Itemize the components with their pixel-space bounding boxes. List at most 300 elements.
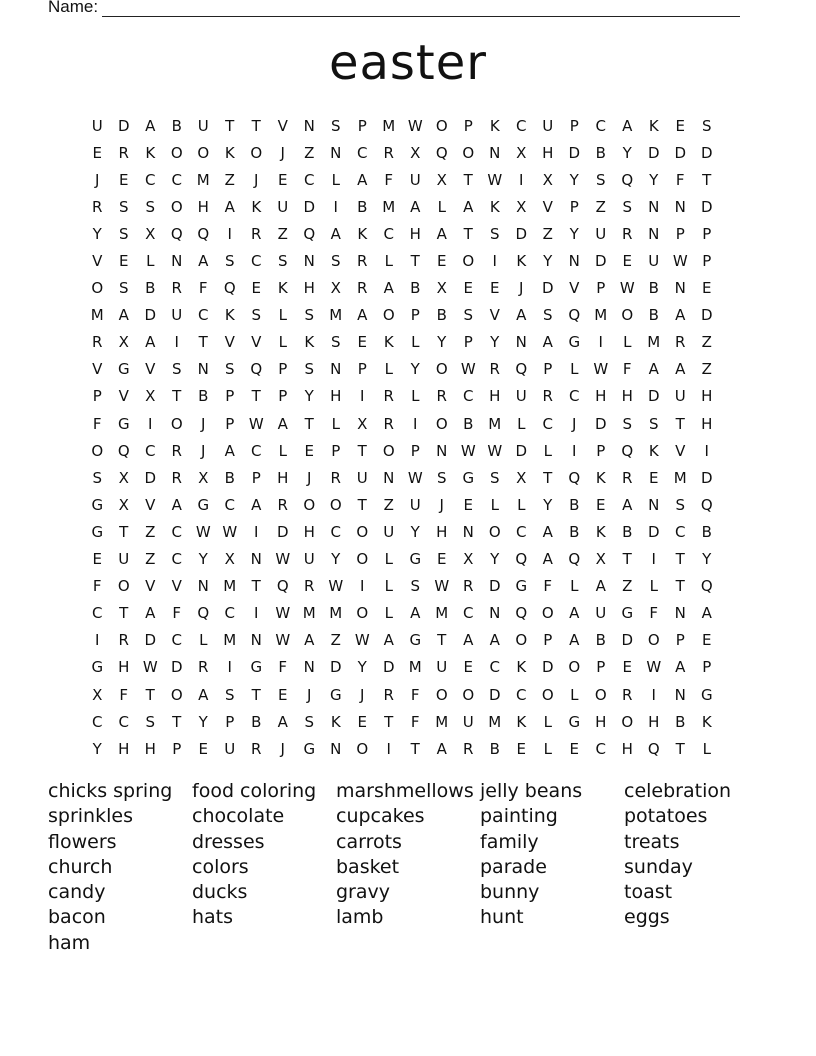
grid-letter: W <box>275 604 291 623</box>
grid-letter: P <box>225 712 235 731</box>
grid-letter: R <box>463 739 474 758</box>
grid-letter: G <box>91 495 104 514</box>
word-list-item: sunday <box>624 855 693 878</box>
grid-letter: Q <box>515 360 528 379</box>
grid-letter: F <box>172 604 182 623</box>
grid-letter: O <box>170 685 183 704</box>
grid-letter: H <box>330 387 342 406</box>
grid-letter: M <box>647 333 661 352</box>
grid-letter: A <box>357 170 368 189</box>
grid-letter: M <box>223 577 237 596</box>
grid-letter: Z <box>145 550 156 569</box>
grid-letter: Z <box>701 333 712 352</box>
grid-letter: P <box>357 116 367 135</box>
word-list-item: dresses <box>192 830 265 853</box>
grid-letter: M <box>90 306 104 325</box>
grid-letter: G <box>117 414 130 433</box>
grid-letter: F <box>278 658 288 677</box>
grid-letter: A <box>410 604 421 623</box>
grid-letter: E <box>622 658 632 677</box>
grid-letter: Y <box>569 224 579 243</box>
grid-letter: C <box>383 224 394 243</box>
grid-letter: L <box>570 685 579 704</box>
grid-letter: A <box>251 495 262 514</box>
grid-letter: W <box>619 279 635 298</box>
grid-letter: L <box>437 197 446 216</box>
grid-letter: W <box>407 468 423 487</box>
grid-letter: L <box>411 333 420 352</box>
grid-letter: N <box>197 577 209 596</box>
grid-letter: H <box>701 387 713 406</box>
grid-letter: R <box>357 279 368 298</box>
grid-letter: Y <box>702 550 712 569</box>
grid-letter: C <box>224 604 235 623</box>
grid-letter: M <box>488 414 502 433</box>
grid-letter: Q <box>647 739 660 758</box>
grid-letter: E <box>437 550 447 569</box>
grid-letter: D <box>647 522 660 541</box>
word-list-item: ducks <box>192 881 248 904</box>
grid-letter: O <box>462 252 475 271</box>
grid-letter: C <box>251 252 262 271</box>
grid-letter: L <box>543 712 552 731</box>
grid-letter: B <box>145 279 156 298</box>
grid-letter: B <box>701 522 712 541</box>
grid-letter: U <box>648 252 660 271</box>
word-list-item: ham <box>48 931 91 954</box>
grid-letter: X <box>516 197 527 216</box>
grid-letter: S <box>224 360 235 379</box>
grid-letter: P <box>675 631 685 650</box>
grid-letter: O <box>541 685 554 704</box>
grid-letter: O <box>515 631 528 650</box>
grid-letter: K <box>277 279 288 298</box>
grid-letter: I <box>148 414 153 433</box>
grid-letter: A <box>145 333 156 352</box>
grid-letter: N <box>171 252 183 271</box>
grid-letter: Z <box>277 224 288 243</box>
grid-letter: O <box>356 739 369 758</box>
grid-letter: P <box>702 252 712 271</box>
grid-letter: H <box>489 387 501 406</box>
grid-letter: C <box>171 522 182 541</box>
grid-letter: W <box>275 550 291 569</box>
grid-letter: B <box>489 739 500 758</box>
grid-letter: X <box>463 550 474 569</box>
grid-letter: L <box>199 631 208 650</box>
grid-letter: E <box>357 712 367 731</box>
grid-letter: F <box>622 360 632 379</box>
grid-letter: G <box>117 360 130 379</box>
grid-letter: F <box>410 685 420 704</box>
grid-letter: I <box>174 333 179 352</box>
grid-letter: A <box>145 116 156 135</box>
grid-letter: L <box>146 252 155 271</box>
grid-letter: X <box>516 143 527 162</box>
grid-letter: C <box>92 604 103 623</box>
grid-letter: B <box>224 468 235 487</box>
grid-letter: O <box>594 685 607 704</box>
grid-letter: D <box>541 658 554 677</box>
grid-letter: Q <box>568 306 581 325</box>
grid-letter: A <box>383 279 394 298</box>
grid-letter: X <box>198 468 209 487</box>
grid-letter: T <box>463 170 473 189</box>
grid-letter: C <box>542 414 553 433</box>
grid-letter: X <box>118 333 129 352</box>
grid-letter: I <box>227 658 232 677</box>
grid-letter: C <box>516 522 527 541</box>
grid-letter: L <box>384 604 393 623</box>
grid-letter: L <box>411 387 420 406</box>
grid-letter: X <box>92 685 103 704</box>
grid-letter: W <box>222 522 238 541</box>
grid-letter: M <box>196 170 210 189</box>
page-title: easter <box>328 35 488 91</box>
grid-letter: R <box>171 279 182 298</box>
word-list-item: candy <box>48 881 106 904</box>
grid-letter: U <box>118 550 130 569</box>
grid-letter: X <box>357 414 368 433</box>
grid-letter: A <box>542 333 553 352</box>
grid-letter: N <box>648 495 660 514</box>
grid-letter: R <box>92 333 103 352</box>
grid-letter: T <box>675 414 685 433</box>
grid-letter: S <box>118 197 129 216</box>
grid-letter: T <box>251 116 261 135</box>
grid-letter: F <box>410 712 420 731</box>
grid-letter: S <box>489 224 500 243</box>
grid-letter: O <box>541 604 554 623</box>
grid-letter: O <box>462 143 475 162</box>
grid-letter: Z <box>224 170 235 189</box>
grid-letter: X <box>516 468 527 487</box>
grid-letter: S <box>489 468 500 487</box>
grid-letter: S <box>436 468 447 487</box>
grid-letter: R <box>357 252 368 271</box>
name-underline[interactable] <box>102 0 740 17</box>
grid-letter: R <box>198 658 209 677</box>
grid-letter: K <box>383 333 394 352</box>
grid-letter: A <box>357 306 368 325</box>
grid-letter: R <box>118 631 129 650</box>
grid-letter: N <box>489 143 501 162</box>
grid-letter: P <box>410 441 420 460</box>
grid-letter: C <box>118 712 129 731</box>
grid-letter: E <box>119 170 129 189</box>
grid-letter: O <box>91 279 104 298</box>
grid-letter: A <box>542 522 553 541</box>
grid-letter: Y <box>410 360 420 379</box>
word-list-item: treats <box>624 830 680 853</box>
grid-letter: E <box>649 468 659 487</box>
grid-letter: U <box>595 224 607 243</box>
grid-letter: C <box>198 306 209 325</box>
grid-letter: A <box>277 414 288 433</box>
grid-letter: D <box>541 279 554 298</box>
grid-letter: A <box>622 495 633 514</box>
grid-letter: Z <box>145 522 156 541</box>
grid-letter: E <box>278 170 288 189</box>
grid-letter: S <box>463 306 474 325</box>
grid-letter: Y <box>543 495 553 514</box>
grid-letter: B <box>648 306 659 325</box>
grid-letter: O <box>356 522 369 541</box>
grid-letter: T <box>357 495 367 514</box>
grid-letter: N <box>515 333 527 352</box>
grid-letter: A <box>569 631 580 650</box>
grid-letter: D <box>594 252 607 271</box>
grid-letter: P <box>569 116 579 135</box>
grid-letter: J <box>307 468 312 487</box>
grid-letter: D <box>488 685 501 704</box>
grid-letter: C <box>171 170 182 189</box>
grid-letter: R <box>542 387 553 406</box>
grid-letter: I <box>519 170 524 189</box>
grid-letter: H <box>197 197 209 216</box>
grid-letter: M <box>435 712 449 731</box>
grid-letter: Y <box>622 143 632 162</box>
grid-letter: M <box>329 604 343 623</box>
grid-letter: U <box>409 495 421 514</box>
grid-letter: L <box>331 170 340 189</box>
grid-letter: F <box>92 414 102 433</box>
grid-letter: A <box>145 604 156 623</box>
grid-letter: K <box>701 712 712 731</box>
grid-letter: I <box>360 577 365 596</box>
grid-letter: X <box>118 495 129 514</box>
grid-letter: S <box>145 197 156 216</box>
grid-letter: J <box>201 441 206 460</box>
grid-letter: U <box>436 658 448 677</box>
word-list-item: food coloring <box>192 780 317 802</box>
grid-letter: W <box>593 360 609 379</box>
grid-letter: R <box>171 468 182 487</box>
grid-letter: B <box>622 522 633 541</box>
grid-letter: Q <box>700 577 713 596</box>
grid-letter: C <box>675 522 686 541</box>
grid-letter: N <box>383 468 395 487</box>
grid-letter: J <box>95 170 100 189</box>
word-list-item: bacon <box>48 906 106 929</box>
grid-letter: L <box>384 550 393 569</box>
grid-letter: O <box>435 360 448 379</box>
grid-letter: B <box>595 143 606 162</box>
grid-letter: C <box>463 387 474 406</box>
grid-letter: N <box>303 658 315 677</box>
grid-letter: A <box>701 604 712 623</box>
grid-letter: T <box>119 604 129 623</box>
grid-letter: L <box>623 333 632 352</box>
grid-letter: I <box>254 522 259 541</box>
grid-letter: O <box>170 414 183 433</box>
grid-letter: J <box>519 279 524 298</box>
grid-letter: P <box>596 658 606 677</box>
grid-letter: R <box>304 577 315 596</box>
grid-letter: H <box>409 224 421 243</box>
grid-letter: V <box>489 306 500 325</box>
grid-letter: M <box>329 306 343 325</box>
grid-letter: Q <box>621 441 634 460</box>
grid-letter: A <box>436 739 447 758</box>
word-list-item: hats <box>192 906 234 929</box>
grid-letter: K <box>516 712 527 731</box>
grid-letter: S <box>330 252 341 271</box>
grid-letter: B <box>436 306 447 325</box>
grid-letter: L <box>517 495 526 514</box>
grid-letter: X <box>118 468 129 487</box>
grid-letter: B <box>569 495 580 514</box>
grid-letter: T <box>225 116 235 135</box>
grid-letter: K <box>224 306 235 325</box>
grid-letter: S <box>701 116 712 135</box>
grid-letter: Q <box>197 224 210 243</box>
grid-letter: H <box>621 739 633 758</box>
grid-letter: I <box>95 631 100 650</box>
grid-letter: Y <box>649 170 659 189</box>
grid-letter: R <box>675 333 686 352</box>
grid-letter: S <box>595 170 606 189</box>
grid-letter: Q <box>435 143 448 162</box>
grid-letter: D <box>276 522 289 541</box>
grid-letter: M <box>382 197 396 216</box>
grid-letter: D <box>647 143 660 162</box>
grid-letter: C <box>489 658 500 677</box>
grid-letter: P <box>463 116 473 135</box>
grid-letter: D <box>144 631 157 650</box>
word-list-item: potatoes <box>624 805 708 828</box>
grid-letter: K <box>357 224 368 243</box>
grid-letter: L <box>384 252 393 271</box>
word-list-item: flowers <box>48 830 117 853</box>
grid-letter: A <box>675 360 686 379</box>
grid-letter: E <box>251 279 261 298</box>
grid-letter: V <box>224 333 235 352</box>
grid-letter: K <box>595 468 606 487</box>
word-list-item: toast <box>624 881 673 904</box>
grid-letter: O <box>382 441 395 460</box>
grid-letter: E <box>92 143 102 162</box>
grid-letter: Q <box>276 577 289 596</box>
grid-letter: Z <box>622 577 633 596</box>
grid-letter: L <box>543 441 552 460</box>
word-list-item: church <box>48 855 113 878</box>
grid-letter: K <box>595 522 606 541</box>
grid-letter: O <box>647 631 660 650</box>
name-field[interactable] <box>48 0 740 17</box>
grid-letter: A <box>224 197 235 216</box>
grid-letter: D <box>303 197 316 216</box>
grid-letter: J <box>254 170 259 189</box>
grid-letter: H <box>542 143 554 162</box>
word-list-item: gravy <box>336 881 391 904</box>
grid-letter: W <box>434 577 450 596</box>
grid-letter: L <box>278 333 287 352</box>
grid-letter: Q <box>117 441 130 460</box>
grid-letter: B <box>410 279 421 298</box>
grid-letter: R <box>622 224 633 243</box>
grid-letter: T <box>543 468 553 487</box>
grid-letter: Q <box>250 360 263 379</box>
grid-letter: E <box>119 252 129 271</box>
grid-letter: S <box>330 333 341 352</box>
grid-letter: R <box>251 739 262 758</box>
grid-letter: E <box>437 252 447 271</box>
grid-letter: E <box>463 658 473 677</box>
grid-letter: S <box>330 116 341 135</box>
grid-letter: T <box>357 441 367 460</box>
grid-letter: U <box>197 116 209 135</box>
grid-letter: Q <box>303 224 316 243</box>
grid-letter: W <box>142 658 158 677</box>
grid-letter: B <box>675 712 686 731</box>
grid-letter: A <box>277 712 288 731</box>
grid-letter: S <box>304 306 315 325</box>
grid-letter: E <box>675 116 685 135</box>
grid-letter: I <box>333 197 338 216</box>
grid-letter: U <box>542 116 554 135</box>
grid-letter: D <box>144 306 157 325</box>
grid-letter: R <box>622 685 633 704</box>
grid-letter: C <box>595 739 606 758</box>
grid-letter: N <box>489 604 501 623</box>
grid-letter: H <box>595 387 607 406</box>
grid-letter: X <box>145 387 156 406</box>
grid-letter: B <box>251 712 262 731</box>
grid-letter: Y <box>490 333 500 352</box>
grid-letter: P <box>702 658 712 677</box>
grid-letter: L <box>490 495 499 514</box>
grid-letter: G <box>568 712 581 731</box>
grid-letter: N <box>303 252 315 271</box>
grid-letter: T <box>172 387 182 406</box>
word-list-item: family <box>480 830 539 853</box>
grid-letter: F <box>384 170 394 189</box>
word-list <box>48 779 768 956</box>
grid-letter: C <box>569 387 580 406</box>
grid-letter: C <box>224 495 235 514</box>
grid-letter: C <box>92 712 103 731</box>
grid-letter: L <box>570 577 579 596</box>
grid-letter: B <box>171 116 182 135</box>
grid-letter: P <box>543 631 553 650</box>
grid-letter: V <box>145 577 156 596</box>
grid-letter: S <box>304 712 315 731</box>
grid-letter: L <box>649 577 658 596</box>
grid-letter: I <box>651 685 656 704</box>
grid-letter: I <box>598 333 603 352</box>
grid-letter: R <box>92 197 103 216</box>
grid-letter: A <box>569 604 580 623</box>
grid-letter: V <box>171 577 182 596</box>
grid-letter: V <box>675 441 686 460</box>
grid-letter: P <box>410 306 420 325</box>
grid-letter: M <box>223 631 237 650</box>
word-list-item: sprinkles <box>48 805 133 828</box>
grid-letter: G <box>621 604 634 623</box>
grid-letter: P <box>675 224 685 243</box>
grid-letter: R <box>118 143 129 162</box>
grid-letter: C <box>145 441 156 460</box>
grid-letter: R <box>489 360 500 379</box>
grid-letter: R <box>436 387 447 406</box>
grid-letter: U <box>462 712 474 731</box>
grid-letter: S <box>251 306 262 325</box>
grid-letter: P <box>225 414 235 433</box>
grid-letter: O <box>329 495 342 514</box>
grid-letter: A <box>383 631 394 650</box>
grid-letter: B <box>463 414 474 433</box>
